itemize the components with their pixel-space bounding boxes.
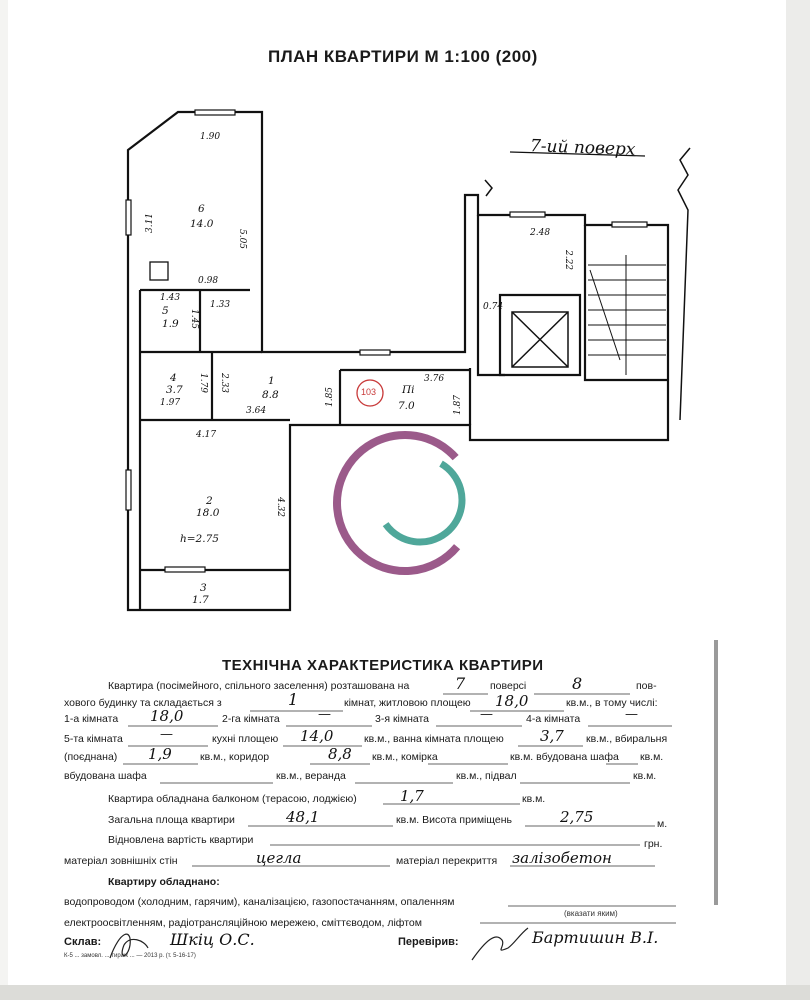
- filled-room5: —: [160, 727, 173, 742]
- form-text: 4-а кімната: [526, 713, 581, 725]
- room-p-id: Пі: [402, 384, 415, 396]
- filled-room2: —: [318, 707, 331, 722]
- room-1-area: 8.8: [262, 389, 279, 401]
- form-text: вбудована шафа: [64, 770, 147, 782]
- form-text: кв.м., в тому числі:: [566, 697, 658, 709]
- form-text: матеріал перекриття: [396, 855, 498, 867]
- filled-floor: 7: [455, 674, 466, 693]
- signature-checked: [472, 928, 528, 960]
- dim-label: 3.76: [424, 374, 445, 384]
- form-text: кв.м., комірка: [372, 751, 438, 763]
- filled-room1: 18,0: [150, 707, 184, 725]
- filled-walls: цегла: [256, 849, 302, 867]
- dim-label: 1.33: [210, 300, 231, 310]
- filled-total-area: 48,1: [286, 808, 320, 826]
- form-text: кімнат, житловою площею: [344, 697, 471, 709]
- dim-label: 1.90: [200, 132, 221, 142]
- room-2-id: 2: [206, 495, 213, 507]
- form-text: Квартира (посімейного, спільного заселення) розташована на: [108, 680, 410, 692]
- room-5-id: 5: [162, 305, 169, 317]
- form-text: (поєднана): [64, 751, 118, 763]
- dim-label: 4.17: [196, 430, 217, 440]
- stove-icon: [150, 262, 168, 280]
- form-text: матеріал зовнішніх стін: [64, 855, 178, 867]
- form-text: хового будинку та складається з: [64, 697, 222, 709]
- form-text: поверсі: [490, 680, 527, 692]
- tech-title: ТЕХНІЧНА ХАРАКТЕРИСТИКА КВАРТИРИ: [222, 657, 544, 674]
- dim-label: 2.33: [219, 372, 230, 394]
- filled-room4: —: [625, 707, 638, 722]
- room-4-area: 3.7: [166, 384, 183, 396]
- filled-height: 2,75: [560, 808, 594, 826]
- dim-label: 2.22: [563, 249, 574, 271]
- equipment-heading: Квартиру обладнано:: [108, 876, 220, 888]
- dim-label: 2.48: [530, 228, 551, 238]
- dim-label: 3.11: [145, 212, 156, 234]
- form-text: пов-: [636, 680, 657, 692]
- room-2-area: 18.0: [196, 507, 220, 519]
- form-text: електроосвітленням, радіотрансляційною мережею, сміттєводом, ліфтом: [64, 917, 422, 929]
- filled-living-area: 18,0: [495, 692, 529, 710]
- room-5-area: 1.9: [162, 318, 179, 330]
- form-text: грн.: [644, 838, 663, 850]
- filled-balcony: 1,7: [400, 787, 424, 805]
- form-text: м.: [657, 818, 668, 830]
- print-footer: К-5 ... замовл. ... тираж ... — 2013 р. (т. 5-16-17): [64, 953, 196, 959]
- form-text: Відновлена вартість квартири: [108, 834, 254, 846]
- dim-label: 3.64: [246, 406, 267, 416]
- filled-kitchen: 14,0: [300, 727, 334, 745]
- compiled-label: Склав:: [64, 936, 102, 948]
- filled-storeys: 8: [572, 674, 583, 693]
- staircase: [588, 255, 666, 375]
- room-6-id: 6: [198, 203, 205, 215]
- form-hint: (вказати яким): [564, 909, 618, 918]
- room-3-id: 3: [200, 582, 207, 594]
- form-text: кв.м., веранда: [276, 770, 346, 782]
- checked-label: Перевірив:: [398, 936, 459, 948]
- watermark-logo-icon: [309, 407, 501, 599]
- room-4-id: 4: [170, 372, 177, 384]
- dim-label: 0.74: [483, 302, 504, 312]
- dim-label: 1.87: [453, 394, 464, 416]
- room-2-height: h=2.75: [180, 533, 219, 545]
- dim-label: 1.45: [189, 308, 200, 330]
- form-text: кв.м. Висота приміщень: [396, 814, 513, 826]
- room-1-id: 1: [268, 375, 275, 387]
- form-text: кв.м.: [522, 793, 546, 805]
- plan-title: ПЛАН КВАРТИРИ М 1:100 (200): [268, 47, 538, 66]
- bottom-strip: [0, 985, 810, 1000]
- form-text: 3-я кімната: [375, 713, 430, 725]
- dim-label: 0.98: [198, 276, 219, 286]
- room-p-area: 7.0: [398, 400, 415, 412]
- room-3-area: 1.7: [192, 594, 209, 606]
- filled-rooms-count: 1: [288, 690, 299, 709]
- form-text: Квартира обладнана балконом (терасою, лоджією): [108, 793, 357, 805]
- form-text: кв.м.: [640, 751, 664, 763]
- dim-label: 1.85: [325, 386, 336, 408]
- form-text: кв.м., вбиральня: [586, 733, 668, 745]
- floor-label: 7-ий поверх: [529, 136, 636, 160]
- form-text: кв.м. вбудована шафа: [510, 751, 619, 763]
- form-text: кухні площею: [212, 733, 279, 745]
- dim-label: 1.79: [198, 372, 209, 394]
- filled-room3: —: [480, 707, 493, 722]
- form-text: кв.м., підвал: [456, 770, 517, 782]
- filled-corridor: 8,8: [328, 745, 352, 763]
- dim-label: 4.32: [275, 496, 286, 518]
- filled-wc: 1,9: [148, 745, 172, 763]
- dim-label: 5.05: [237, 228, 248, 250]
- stamp-number: 103: [361, 387, 377, 397]
- filled-bathroom: 3,7: [540, 727, 564, 745]
- form-text: кв.м.: [633, 770, 657, 782]
- form-text: 2-га кімната: [222, 713, 280, 725]
- form-text: 5-та кімната: [64, 733, 123, 745]
- form-text: водопроводом (холодним, гарячим), каналізацією, газопостачанням, опаленням: [64, 896, 455, 908]
- form-text: кв.м., ванна кімната площею: [364, 733, 504, 745]
- compiled-by-name: Шкіц О.С.: [170, 930, 255, 949]
- form-text: кв.м., коридор: [200, 751, 270, 763]
- form-text: 1-а кімната: [64, 713, 119, 725]
- form-text: Загальна площа квартири: [108, 814, 235, 826]
- room-6-area: 14.0: [190, 218, 214, 230]
- lift-icon: [512, 312, 568, 367]
- dim-label: 1.97: [160, 398, 181, 408]
- dim-label: 1.43: [160, 293, 181, 303]
- checked-by-name: Бартишин В.І.: [532, 928, 659, 947]
- filled-floor-slab: залізобетон: [512, 849, 612, 867]
